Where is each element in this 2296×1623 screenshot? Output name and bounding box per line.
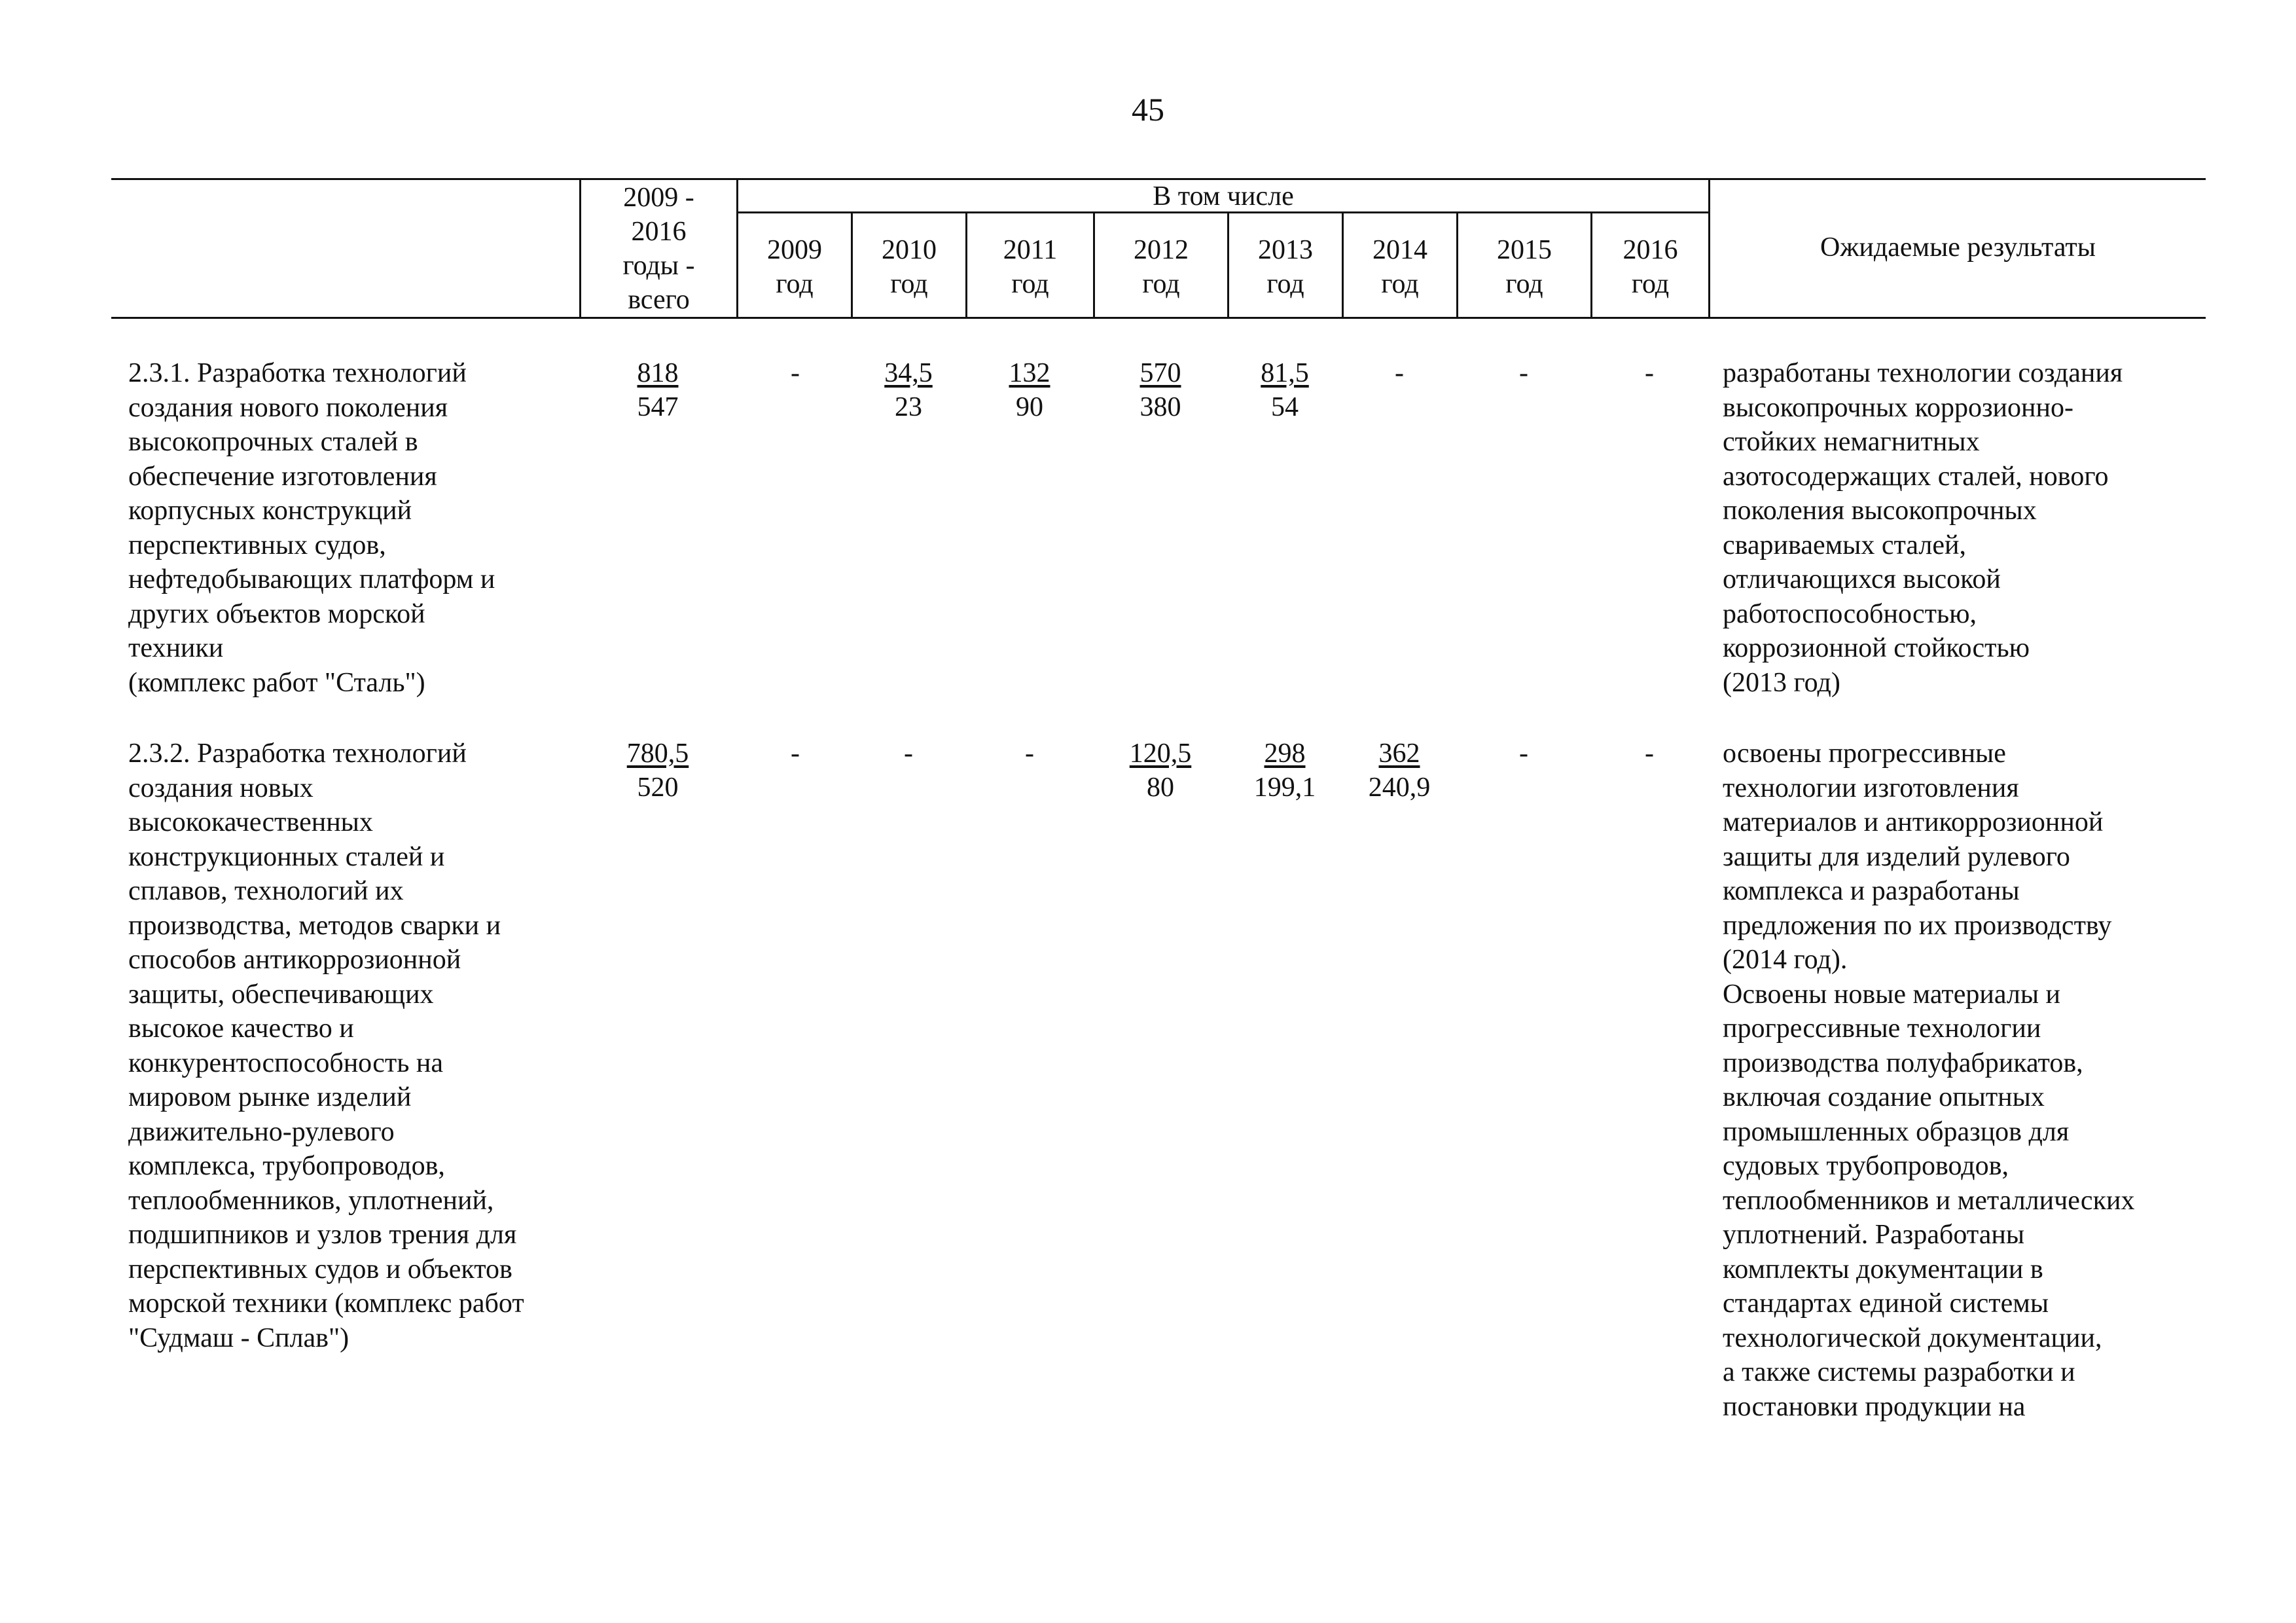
row-result-line: производства полуфабрикатов, bbox=[1723, 1048, 2083, 1078]
header-bottom-border bbox=[111, 317, 2206, 319]
row-title-line: высокопрочных сталей в bbox=[128, 427, 418, 457]
total-sub-value: 520 bbox=[637, 773, 679, 803]
year-sub-value: 199,1 bbox=[1253, 773, 1316, 803]
year-cell-2014: - bbox=[1395, 358, 1404, 388]
year-cell-2012 bbox=[1111, 356, 1210, 424]
row-title-line: морской техники (комплекс работ bbox=[128, 1288, 524, 1319]
total-value: 818 bbox=[637, 358, 679, 388]
row-title-line: обеспечение изготовления bbox=[128, 461, 437, 492]
year-cell-2010 bbox=[859, 356, 958, 424]
year-unit: год bbox=[1631, 269, 1670, 299]
row-result-line: технологии изготовления bbox=[1723, 773, 2019, 803]
row-title-line: нефтедобывающих платформ и bbox=[128, 564, 495, 594]
year-value: 362 bbox=[1378, 739, 1420, 769]
year-cell-2009: - bbox=[791, 739, 800, 769]
row-title-line: высокое качество и bbox=[128, 1013, 354, 1044]
row-title-line: конструкционных сталей и bbox=[128, 841, 445, 872]
year-unit: год bbox=[1011, 269, 1049, 299]
row-title-line: теплообменников, уплотнений, bbox=[128, 1185, 494, 1216]
row-result-line: разработаны технологии создания bbox=[1723, 358, 2123, 388]
row-title-line: высококачественных bbox=[128, 807, 373, 837]
year-unit: год bbox=[1266, 269, 1304, 299]
year-value: 34,5 bbox=[884, 358, 933, 388]
year-value: 132 bbox=[1009, 358, 1050, 388]
year-value: 120,5 bbox=[1129, 739, 1192, 769]
header-year-2009 bbox=[738, 233, 851, 301]
row-result-line: предложения по их производству bbox=[1723, 910, 2112, 941]
year-cell-2013 bbox=[1236, 356, 1334, 424]
row-result-line: теплообменников и металлических bbox=[1723, 1185, 2135, 1216]
total-cell bbox=[609, 737, 707, 805]
row-title-line: мировом рынке изделий bbox=[128, 1082, 412, 1112]
row-result-line: свариваемых сталей, bbox=[1723, 530, 1966, 560]
row-result bbox=[1723, 356, 2207, 700]
year-value: 81,5 bbox=[1261, 358, 1309, 388]
row-title-line: "Судмаш - Сплав") bbox=[128, 1322, 350, 1353]
year-sub-value: 90 bbox=[1016, 392, 1043, 422]
header-total-line: всего bbox=[628, 285, 690, 315]
year-label: 2010 bbox=[882, 235, 937, 265]
row-result-line: постановки продукции на bbox=[1723, 1391, 2026, 1422]
row-title-line: производства, методов сварки и bbox=[128, 910, 501, 941]
row-result-line: комплекса и разработаны bbox=[1723, 876, 2020, 906]
row-title-line: корпусных конструкций bbox=[128, 496, 412, 526]
row-title-line: 2.3.2. Разработка технологий bbox=[128, 739, 467, 769]
year-label: 2011 bbox=[1003, 235, 1058, 265]
row-result-line: азотосодержащих сталей, нового bbox=[1723, 461, 2109, 492]
year-sub-value: 380 bbox=[1139, 392, 1181, 422]
year-sub-value: 240,9 bbox=[1368, 773, 1431, 803]
row-result-line: а также системы разработки и bbox=[1723, 1357, 2075, 1387]
year-cell-2009: - bbox=[791, 358, 800, 388]
row-title-line: способов антикоррозионной bbox=[128, 945, 461, 975]
year-cell-2010: - bbox=[904, 739, 913, 769]
row-result-line: комплекты документации в bbox=[1723, 1254, 2043, 1285]
total-sub-value: 547 bbox=[637, 392, 679, 422]
year-cell-2012 bbox=[1111, 737, 1210, 805]
row-title-line: комплекса, трубопроводов, bbox=[128, 1151, 445, 1181]
row-title-line: движительно-рулевого bbox=[128, 1116, 395, 1147]
header-results: Ожидаемые результаты bbox=[1820, 232, 2096, 263]
year-unit: год bbox=[1505, 269, 1543, 299]
year-value: 298 bbox=[1264, 739, 1306, 769]
year-sub-value: 54 bbox=[1271, 392, 1299, 422]
row-result-line: стандартах единой системы bbox=[1723, 1288, 2049, 1319]
header-year-2016 bbox=[1592, 233, 1708, 301]
year-cell-2015: - bbox=[1519, 358, 1528, 388]
year-cell-2015: - bbox=[1519, 739, 1528, 769]
row-title-line: сплавов, технологий их bbox=[128, 876, 404, 906]
year-unit: год bbox=[1381, 269, 1419, 299]
row-title-line: конкурентоспособность на bbox=[128, 1048, 443, 1078]
header-including: В том числе bbox=[1153, 181, 1294, 211]
row-result-line: прогрессивные технологии bbox=[1723, 1013, 2041, 1044]
row-title-line: перспективных судов и объектов bbox=[128, 1254, 512, 1285]
year-unit: год bbox=[776, 269, 814, 299]
row-title-line: (комплекс работ "Сталь") bbox=[128, 667, 425, 698]
row-result-line: Освоены новые материалы и bbox=[1723, 979, 2061, 1010]
header-year-2014 bbox=[1344, 233, 1456, 301]
row-result-line: (2013 год) bbox=[1723, 667, 1840, 698]
year-cell-2013 bbox=[1236, 737, 1334, 805]
row-result-line: технологической документации, bbox=[1723, 1322, 2102, 1353]
year-cell-2014 bbox=[1350, 737, 1448, 805]
row-title-line: создания нового поколения bbox=[128, 392, 448, 423]
row-result-line: материалов и антикоррозионной bbox=[1723, 807, 2104, 837]
row-title-line: 2.3.1. Разработка технологий bbox=[128, 358, 467, 388]
year-cell-2011 bbox=[980, 356, 1079, 424]
total-value: 780,5 bbox=[626, 739, 689, 769]
year-label: 2012 bbox=[1134, 235, 1189, 265]
year-value: 570 bbox=[1139, 358, 1181, 388]
year-label: 2013 bbox=[1258, 235, 1313, 265]
year-unit: год bbox=[1142, 269, 1180, 299]
row-title-line: создания новых bbox=[128, 773, 314, 803]
row-result-line: защиты для изделий рулевого bbox=[1723, 841, 2070, 872]
row-result-line: судовых трубопроводов, bbox=[1723, 1151, 2009, 1181]
year-sub-value: 23 bbox=[895, 392, 922, 422]
row-result-line: коррозионной стойкостью bbox=[1723, 633, 2030, 663]
row-result-line: включая создание опытных bbox=[1723, 1082, 2045, 1112]
year-label: 2015 bbox=[1497, 235, 1552, 265]
row-result-line: уплотнений. Разработаны bbox=[1723, 1220, 2025, 1250]
year-label: 2009 bbox=[767, 235, 822, 265]
row-result-line: высокопрочных коррозионно- bbox=[1723, 392, 2073, 423]
header-total bbox=[581, 181, 736, 317]
header-year-2015 bbox=[1458, 233, 1590, 301]
year-cell-2011: - bbox=[1025, 739, 1034, 769]
row-result-line: (2014 год). bbox=[1723, 945, 1848, 975]
row-title-line: подшипников и узлов трения для bbox=[128, 1220, 517, 1250]
year-label: 2014 bbox=[1372, 235, 1427, 265]
year-unit: год bbox=[890, 269, 928, 299]
page-number: 45 bbox=[1132, 91, 1164, 128]
row-result-line: работоспособностью, bbox=[1723, 598, 1977, 629]
row-title-line: техники bbox=[128, 633, 224, 663]
header-year-2010 bbox=[853, 233, 965, 301]
row-title bbox=[128, 737, 600, 1355]
year-cell-2016: - bbox=[1645, 358, 1654, 388]
header-total-line: годы - bbox=[622, 251, 695, 281]
year-cell-2016: - bbox=[1645, 739, 1654, 769]
header-total-line: 2016 bbox=[631, 217, 687, 247]
row-title bbox=[128, 356, 600, 700]
row-result bbox=[1723, 737, 2207, 1424]
row-title-line: защиты, обеспечивающих bbox=[128, 979, 434, 1010]
year-sub-value: 80 bbox=[1147, 773, 1174, 803]
row-result-line: промышленных образцов для bbox=[1723, 1116, 2070, 1147]
row-result-line: освоены прогрессивные bbox=[1723, 739, 2006, 769]
total-cell bbox=[609, 356, 707, 424]
year-label: 2016 bbox=[1623, 235, 1678, 265]
header-year-2013 bbox=[1229, 233, 1342, 301]
header-year-2012 bbox=[1095, 233, 1227, 301]
row-title-line: других объектов морской bbox=[128, 598, 425, 629]
header-year-2011 bbox=[967, 233, 1093, 301]
row-title-line: перспективных судов, bbox=[128, 530, 386, 560]
header-total-line: 2009 - bbox=[623, 183, 694, 213]
row-result-line: отличающихся высокой bbox=[1723, 564, 2001, 594]
row-result-line: поколения высокопрочных bbox=[1723, 496, 2037, 526]
row-result-line: стойких немагнитных bbox=[1723, 427, 1980, 457]
